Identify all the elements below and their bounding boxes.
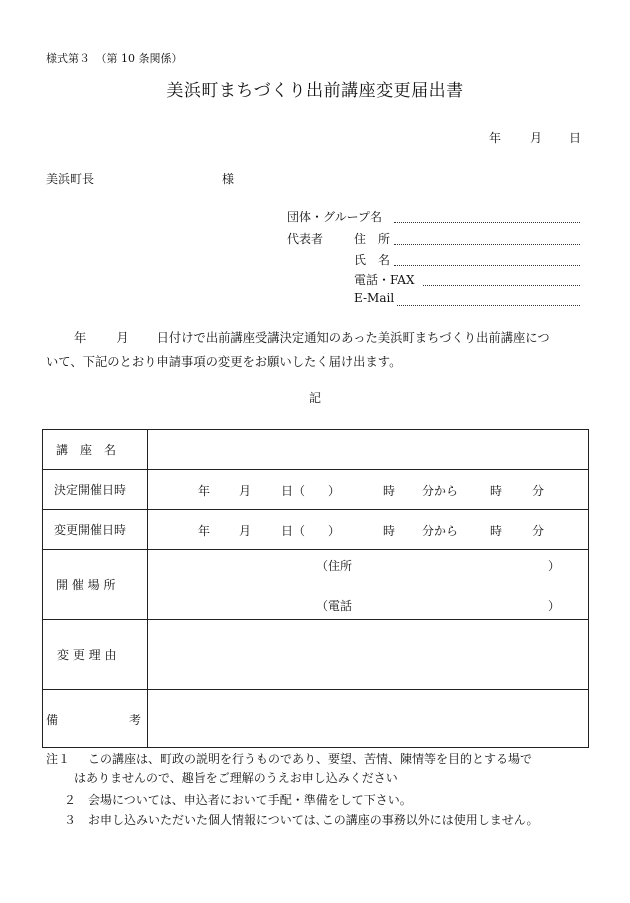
venue-phone-label: （電話 xyxy=(316,599,353,613)
body-line2: いて、下記のとおり申請事項の変更をお願いしたく届け出ます。 xyxy=(46,355,402,369)
body-month: 月 xyxy=(116,331,129,345)
representative-label: 代表者 xyxy=(287,232,324,246)
changed-hour2: 時 xyxy=(490,524,503,538)
note-3-text: お申し込みいただいた個人情報については､この講座の事務以外には使用しません。 xyxy=(88,813,539,827)
venue-label: 開 催 場 所 xyxy=(56,578,116,592)
reason-label-cell xyxy=(43,620,148,690)
venue-phone-close: ） xyxy=(548,599,561,613)
decided-datetime-row xyxy=(43,470,589,510)
changed-hour: 時 xyxy=(383,524,396,538)
date-day-label: 日 xyxy=(569,131,582,145)
remarks-row xyxy=(43,690,589,748)
remarks-label-first: 備 xyxy=(46,712,59,727)
note-1-label: 注１ xyxy=(46,752,71,766)
address-field[interactable] xyxy=(394,244,580,245)
remarks-label-cell xyxy=(43,690,148,748)
document-title: 美浜町まちづくり出前講座変更届出書 xyxy=(166,81,464,101)
name-label: 氏 名 xyxy=(354,253,391,267)
email-label: E-Mail xyxy=(354,291,395,305)
reason-label: 変 更 理 由 xyxy=(57,648,117,662)
group-name-field[interactable] xyxy=(394,222,580,223)
decided-minute: 分 xyxy=(532,484,545,498)
note-3-label: ３ xyxy=(64,813,77,827)
address-label: 住 所 xyxy=(354,232,391,246)
remarks-label-second: 考 xyxy=(129,712,142,727)
venue-row xyxy=(43,550,589,620)
decided-hour: 時 xyxy=(383,484,396,498)
venue-label-cell xyxy=(43,550,148,620)
body-paragraph xyxy=(46,326,586,374)
date-month-label: 月 xyxy=(530,131,543,145)
reason-row xyxy=(43,620,589,690)
reason-field[interactable] xyxy=(148,620,589,690)
changed-minute: 分 xyxy=(532,524,545,538)
recipient-name: 美浜町長 xyxy=(46,172,95,186)
email-field[interactable] xyxy=(397,305,580,306)
decided-day: 日（ xyxy=(281,484,306,498)
decided-close: ） xyxy=(328,484,341,498)
form-number: 様式第３ （第 10 条関係） xyxy=(46,52,183,65)
name-field[interactable] xyxy=(394,265,580,266)
body-year: 年 xyxy=(74,331,87,345)
phone-fax-label: 電話・FAX xyxy=(354,273,415,287)
decided-datetime-field[interactable] xyxy=(148,470,589,510)
changed-minute-from: 分から xyxy=(422,524,459,538)
course-label-cell xyxy=(43,430,148,470)
note-1-line-2: はありませんので、趣旨をご理解のうえお申し込みください xyxy=(74,771,398,785)
changed-datetime-label: 変更開催日時 xyxy=(54,523,127,537)
changed-datetime-row xyxy=(43,510,589,550)
date-year-label: 年 xyxy=(489,131,502,145)
change-form-table xyxy=(42,429,589,748)
changed-close: ） xyxy=(328,524,341,538)
changed-datetime-field[interactable] xyxy=(148,510,589,550)
decided-minute-from: 分から xyxy=(422,484,459,498)
venue-address-close: ） xyxy=(548,559,561,573)
decided-year: 年 xyxy=(198,484,211,498)
course-label: 講 座 名 xyxy=(56,443,117,457)
ki-heading: 記 xyxy=(308,391,321,405)
note-2-text: 会場については、申込者において手配・準備をして下さい。 xyxy=(88,793,412,807)
body-line1: 日付けで出前講座受講決定通知のあった美浜町まちづくり出前講座につ xyxy=(156,331,550,345)
changed-label-cell xyxy=(43,510,148,550)
course-name-field[interactable] xyxy=(148,430,589,470)
remarks-field[interactable] xyxy=(148,690,589,748)
decided-month: 月 xyxy=(239,484,252,498)
recipient-honorific: 様 xyxy=(222,172,235,186)
decided-hour2: 時 xyxy=(490,484,503,498)
changed-month: 月 xyxy=(239,524,252,538)
decided-label-cell xyxy=(43,470,148,510)
note-1-line-1: この講座は、町政の説明を行うものであり、要望、苦情、陳情等を目的とする場で xyxy=(88,752,533,766)
venue-field[interactable] xyxy=(148,550,589,620)
note-2-label: ２ xyxy=(64,793,77,807)
changed-year: 年 xyxy=(198,524,211,538)
course-row xyxy=(43,430,589,470)
group-name-label: 団体・グループ名 xyxy=(287,210,383,224)
changed-day: 日（ xyxy=(281,524,306,538)
venue-address-label: （住所 xyxy=(316,559,353,573)
phone-fax-field[interactable] xyxy=(423,285,580,286)
decided-datetime-label: 決定開催日時 xyxy=(54,483,127,497)
